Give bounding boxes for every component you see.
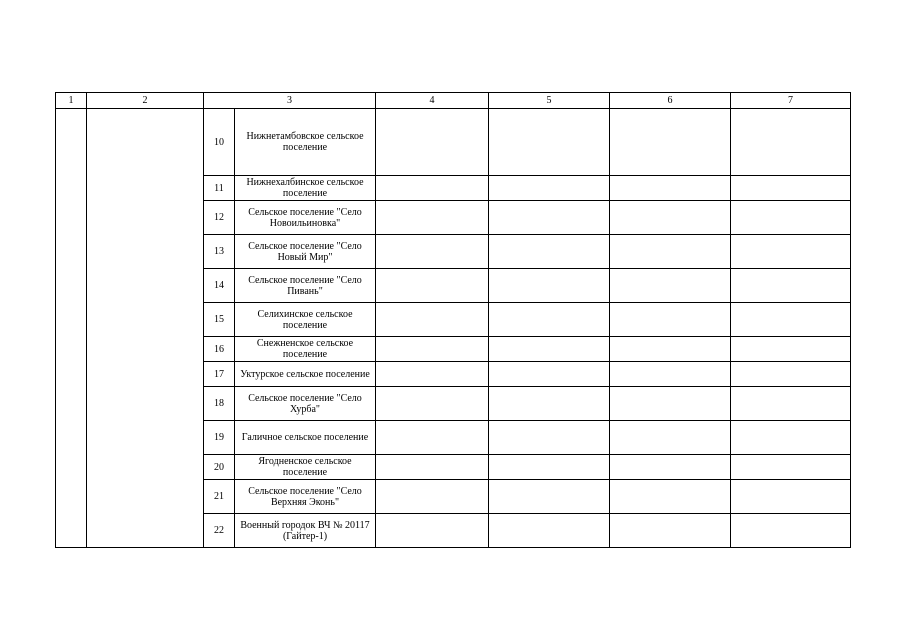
row-number: 16	[204, 337, 235, 362]
empty-cell-col-6	[610, 201, 731, 235]
settlement-name: Сельское поселение "Село Хурба"	[235, 387, 376, 421]
row-number: 14	[204, 269, 235, 303]
empty-cell-col-5	[489, 421, 610, 455]
settlement-name: Уктурское сельское поселение	[235, 362, 376, 387]
empty-cell-col-7	[731, 421, 851, 455]
empty-cell-col-7	[731, 303, 851, 337]
empty-cell-col-7	[731, 514, 851, 548]
empty-cell-col-5	[489, 176, 610, 201]
empty-cell-col-7	[731, 269, 851, 303]
empty-cell-col-5	[489, 480, 610, 514]
empty-cell-col-4	[376, 421, 489, 455]
empty-cell-col-5	[489, 109, 610, 176]
empty-cell-col-7	[731, 176, 851, 201]
empty-cell-col-5	[489, 269, 610, 303]
empty-cell-col-5	[489, 387, 610, 421]
empty-cell-col-4	[376, 109, 489, 176]
settlement-name: Нижнехалбинское сельское поселение	[235, 176, 376, 201]
empty-cell-col-4	[376, 362, 489, 387]
empty-cell-col-5	[489, 514, 610, 548]
empty-cell-col-6	[610, 269, 731, 303]
empty-cell-col-7	[731, 387, 851, 421]
empty-cell-col-6	[610, 421, 731, 455]
column-number-3: 3	[204, 93, 376, 109]
empty-cell-col-4	[376, 235, 489, 269]
empty-cell-col-7	[731, 109, 851, 176]
row-number: 11	[204, 176, 235, 201]
row-number: 10	[204, 109, 235, 176]
table-row	[56, 109, 851, 176]
empty-cell-col-4	[376, 337, 489, 362]
column-number-1: 1	[56, 93, 87, 109]
row-number: 20	[204, 455, 235, 480]
empty-cell-col-4	[376, 514, 489, 548]
column-number-2: 2	[87, 93, 204, 109]
settlement-name: Сельское поселение "Село Новоильиновка"	[235, 201, 376, 235]
empty-cell-col-5	[489, 303, 610, 337]
row-number: 13	[204, 235, 235, 269]
empty-cell-col-4	[376, 455, 489, 480]
empty-cell-col-6	[610, 514, 731, 548]
column-number-7: 7	[731, 93, 851, 109]
row-number: 17	[204, 362, 235, 387]
row-number: 22	[204, 514, 235, 548]
empty-cell-col-7	[731, 235, 851, 269]
empty-cell-col-4	[376, 269, 489, 303]
empty-cell-col-4	[376, 176, 489, 201]
empty-cell-col-5	[489, 362, 610, 387]
column-number-4: 4	[376, 93, 489, 109]
empty-cell-col-6	[610, 455, 731, 480]
empty-cell-col-4	[376, 480, 489, 514]
empty-cell-col-5	[489, 455, 610, 480]
empty-cell-col-6	[610, 387, 731, 421]
empty-cell-col-7	[731, 201, 851, 235]
empty-cell-col-4	[376, 303, 489, 337]
row-number: 15	[204, 303, 235, 337]
empty-cell-col-6	[610, 480, 731, 514]
empty-cell-col-7	[731, 362, 851, 387]
settlement-name: Снежненское сельское поселение	[235, 337, 376, 362]
settlement-name: Сельское поселение "Село Верхняя Эконь"	[235, 480, 376, 514]
row-number: 21	[204, 480, 235, 514]
settlement-name: Военный городок ВЧ № 20117 (Гайтер-1)	[235, 514, 376, 548]
row-number: 19	[204, 421, 235, 455]
merged-cell-col-1	[56, 109, 87, 548]
row-number: 12	[204, 201, 235, 235]
settlement-name: Нижнетамбовское сельское поселение	[235, 109, 376, 176]
column-number-5: 5	[489, 93, 610, 109]
empty-cell-col-7	[731, 337, 851, 362]
merged-cell-col-2	[87, 109, 204, 548]
column-number-header-row	[56, 93, 851, 109]
empty-cell-col-4	[376, 201, 489, 235]
empty-cell-col-6	[610, 337, 731, 362]
settlements-table	[55, 92, 851, 548]
empty-cell-col-4	[376, 387, 489, 421]
column-number-6: 6	[610, 93, 731, 109]
row-number: 18	[204, 387, 235, 421]
settlement-name: Ягодненское сельское поселение	[235, 455, 376, 480]
settlement-name: Сельское поселение "Село Пивань"	[235, 269, 376, 303]
empty-cell-col-5	[489, 337, 610, 362]
empty-cell-col-6	[610, 176, 731, 201]
empty-cell-col-6	[610, 303, 731, 337]
empty-cell-col-7	[731, 480, 851, 514]
empty-cell-col-6	[610, 235, 731, 269]
empty-cell-col-5	[489, 201, 610, 235]
settlement-name: Сельское поселение "Село Новый Мир"	[235, 235, 376, 269]
settlement-name: Селихинское сельское поселение	[235, 303, 376, 337]
empty-cell-col-5	[489, 235, 610, 269]
empty-cell-col-6	[610, 362, 731, 387]
settlement-name: Галичное сельское поселение	[235, 421, 376, 455]
empty-cell-col-6	[610, 109, 731, 176]
empty-cell-col-7	[731, 455, 851, 480]
